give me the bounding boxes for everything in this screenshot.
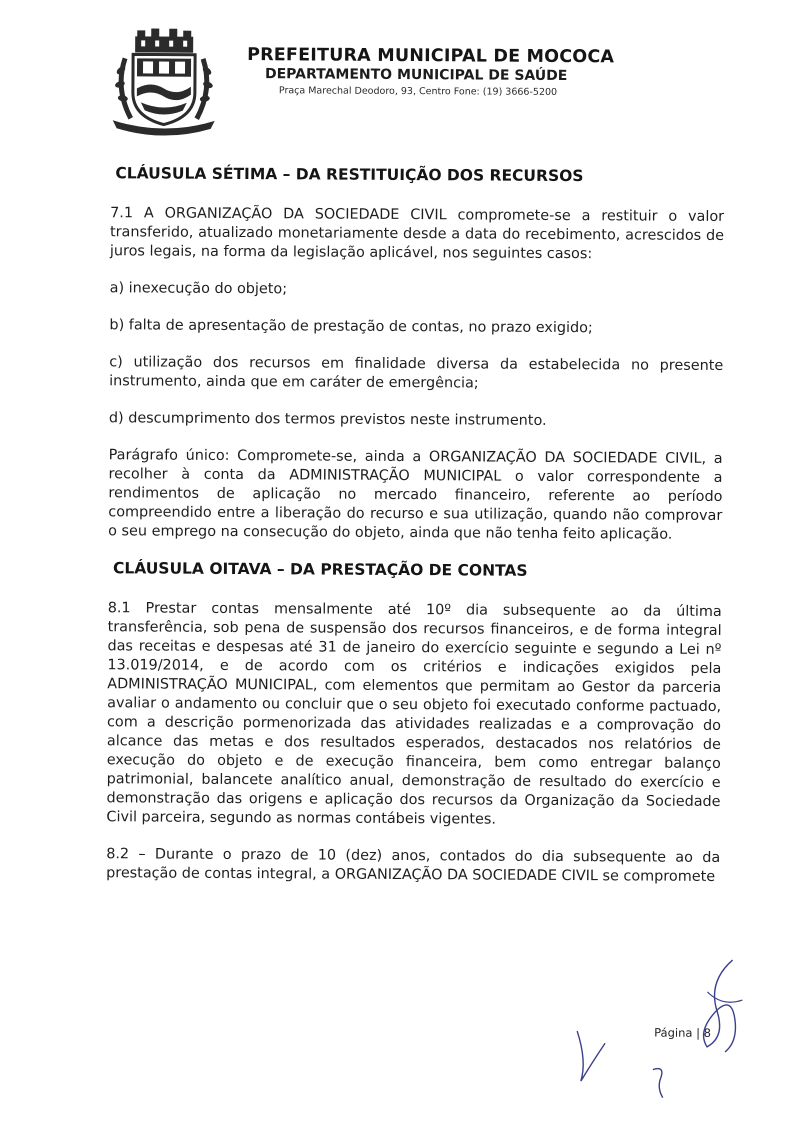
paragraph: 8.2 – Durante o prazo de 10 (dez) anos, contados do dia subsequente ao da prestação de contas integral, a ORGANIZAÇÃO DA SOCIEDADE CIVIL se compromete [106, 846, 721, 885]
document-body [106, 164, 724, 905]
paragraph: b) falta de apresentação de prestação de contas, no prazo exigido; [109, 317, 593, 337]
paragraph: a) inexecução do objeto; [109, 280, 288, 298]
letterhead-address: Praça Marechal Deodoro, 93, Centro Fone: (19) 3666-5200 [278, 85, 558, 98]
paragraph: 7.1 A ORGANIZAÇÃO DA SOCIEDADE CIVIL compromete-se a restituir o valor transferido, atualizado monetariamente desde a data do recebimento, acrescidos de juros legais, na forma da legislação aplicável, nos seguintes casos: [109, 205, 725, 263]
section-heading: CLÁUSULA OITAVA – DA PRESTAÇÃO DE CONTAS [112, 559, 528, 580]
paragraph: 8.1 Prestar contas mensalmente até 10º dia subsequente ao da última transferência, sob pena de suspensão dos recursos financeiros, e de forma integral das receitas e despesas até 31 de janeiro do exercício seguinte e segundo a Lei nº 13.019/2014, e de acordo com os critérios e indicações exigidos pela ADMINISTRAÇÃO MUNICIPAL, com elementos que permitam ao Gestor da parceria avaliar o andamento ou concluir que o seu objeto foi executado conforme pactuado, com a descrição pormenorizada das atividades realizadas e a comprovação do alcance das metas e dos resultados esperados, destacados nos relatórios de execução do objeto e de execução financeira, bem como entregar balanço patrimonial, balancete analítico anual, demonstração de resultado do exercício e demonstração das origens e aplicação dos recursos da Organização da Sociedade Civil parceira, segundo as normas contábeis vigentes. [106, 600, 722, 828]
section-heading: CLÁUSULA SÉTIMA – DA RESTITUIÇÃO DOS RECURSOS [115, 164, 584, 186]
page-number: Página | 8 [654, 1025, 712, 1040]
initial-mark-icon [647, 1062, 687, 1102]
coat-of-arms-icon [111, 28, 218, 137]
letterhead-department: DEPARTAMENTO MUNICIPAL DE SAÚDE [264, 66, 568, 85]
paragraph: Parágrafo único: Compromete-se, ainda a ORGANIZAÇÃO DA SOCIEDADE CIVIL, a recolher à conta da ADMINISTRAÇÃO MUNICIPAL o valor correspondente a rendimentos de aplicação no mercado financeiro, referente ao período compreendido entre a liberação do recurso e sua utilização, quando não comprovar o seu emprego na consecução do objeto, ainda que não tenha feito aplicação. [108, 447, 723, 543]
letterhead-title: PREFEITURA MUNICIPAL DE MOCOCA [247, 45, 615, 68]
letterhead [247, 45, 614, 98]
paragraph: d) descumprimento dos termos previstos neste instrumento. [108, 410, 547, 429]
paragraph: c) utilização dos recursos em finalidade diversa da estabelecida no presente instrumento, ainda que em caráter de emergência; [109, 354, 724, 392]
